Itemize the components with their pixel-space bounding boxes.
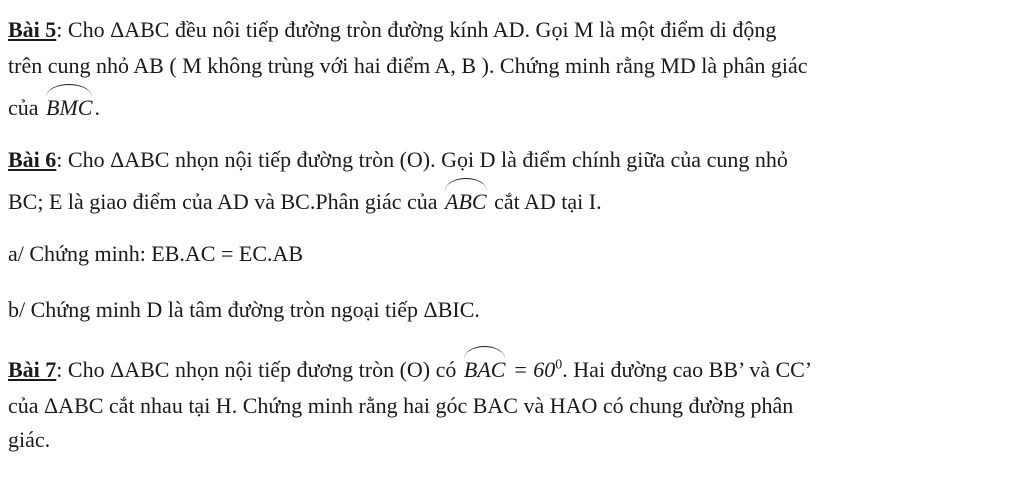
bai5-text-3-pre: của [8, 95, 45, 120]
bai7-line-1 [8, 352, 812, 384]
bai6-part-b [8, 296, 480, 324]
bai6-part-a-text: a/ Chứng minh: EB.AC = EC.AB [8, 241, 304, 266]
bai6-part-b-text: b/ Chứng minh D là tâm đường tròn ngoại tiếp ΔBIC. [8, 297, 480, 322]
bai7-label: Bài 7 [8, 357, 57, 382]
bai7-text-2: của ΔABC cắt nhau tại H. Chứng minh rằng hai góc BAC và HAO có chung đường phân [8, 393, 794, 418]
bai5-text-2: trên cung nhỏ AB ( M không trùng với hai điểm A, B ). Chứng minh rằng MD là phân giác [8, 53, 808, 78]
bai5-text-3-post: . [94, 95, 100, 120]
bai6-line-2 [8, 184, 602, 216]
bai7-line-2 [8, 392, 793, 420]
bai5-line-2 [8, 52, 808, 80]
bai6-angle-abc: ABC [445, 184, 487, 216]
bai5-angle-bmc: BMC [46, 90, 92, 122]
bai6-part-a [8, 240, 303, 268]
bai7-text-3: giác. [8, 427, 51, 452]
bai7-text-1-post: . Hai đường cao BB’ và CC’ [562, 357, 813, 382]
bai5-line-3 [8, 90, 100, 122]
bai7-degree: 0 [555, 357, 563, 373]
bai7-angle-bac: BAC [464, 352, 506, 384]
bai5-label: Bài 5 [8, 17, 57, 42]
bai6-label: Bài 6 [8, 147, 57, 172]
bai6-line-1 [8, 146, 788, 174]
bai7-line-3 [8, 426, 50, 454]
bai7-equation: = 60 [507, 357, 556, 382]
bai6-text-2-post: cắt AD tại I. [488, 189, 602, 214]
bai5-line-1 [8, 16, 776, 44]
bai5-text-1: : Cho ΔABC đều nôi tiếp đường tròn đường kính AD. Gọi M là một điểm di động [56, 17, 777, 42]
bai6-text-1: : Cho ΔABC nhọn nội tiếp đường tròn (O). Gọi D là điểm chính giữa của cung nhỏ [56, 147, 788, 172]
bai6-text-2-pre: BC; E là giao điểm của AD và BC.Phân giác của [8, 189, 444, 214]
bai7-text-1-pre: : Cho ΔABC nhọn nội tiếp đương tròn (O) có [56, 357, 462, 382]
